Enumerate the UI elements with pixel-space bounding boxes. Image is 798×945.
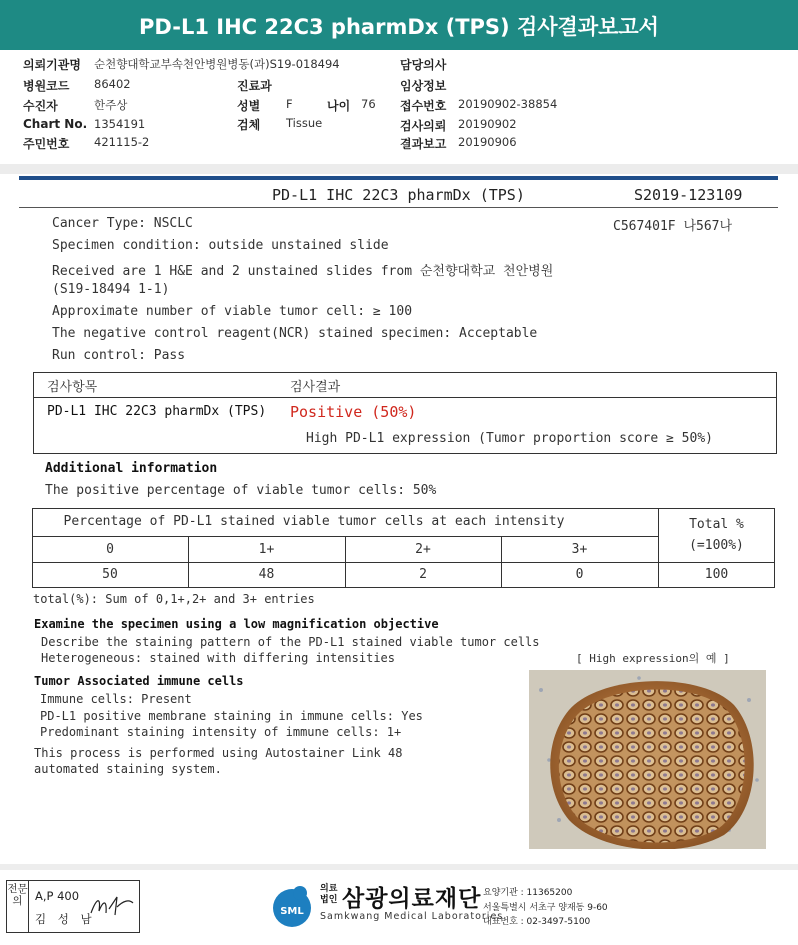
chart-label: Chart No. [23, 117, 88, 131]
corp-label-1: 의료 [320, 884, 338, 894]
intensity-level: 2+ [415, 542, 431, 557]
receipt-label: 접수번호 [400, 99, 447, 113]
receipt-value: 20190902-38854 [458, 97, 558, 111]
stamp-line-1: A,P 400 [35, 889, 80, 903]
intensity-level: 3+ [571, 542, 588, 557]
immune-line: PD-L1 positive membrane staining in immune cells: Yes [40, 709, 423, 723]
positive-result: Positive (50%) [290, 403, 417, 421]
immune-line: Predominant staining intensity of immune cells: 1+ [40, 725, 402, 739]
intensity-level: 0 [106, 542, 114, 557]
exam-line: Heterogeneous: stained with differing intensities [41, 651, 396, 665]
request-label: 검사의뢰 [400, 119, 447, 133]
test-result-header: 검사결과 [290, 380, 341, 395]
immune-title: Tumor Associated immune cells [34, 674, 244, 688]
chart-value: 1354191 [94, 117, 146, 131]
total-note: total(%): Sum of 0,1+,2+ and 3+ entries [33, 592, 315, 606]
test-item-header: 검사항목 [47, 380, 98, 395]
hospital-code-value: 86402 [94, 77, 131, 91]
dept-label: 진료과 [237, 79, 272, 93]
immune-line: Immune cells: Present [40, 692, 192, 706]
resident-label: 주민번호 [23, 137, 70, 151]
org-info-line: 대표번호 : 02-3497-5100 [483, 917, 591, 927]
org-info-line: 서울특별시 서초구 양재동 9-60 [483, 903, 608, 913]
sex-label: 성별 [237, 99, 261, 113]
intensity-value: 0 [575, 567, 584, 582]
stamp-side-label: 전문의 [7, 881, 29, 932]
ihc-example-image [529, 670, 766, 849]
clinical-label: 임상정보 [400, 79, 447, 93]
sml-logo-icon [270, 884, 314, 928]
corp-label-2: 법인 [320, 895, 338, 905]
result-date-value: 20190906 [458, 135, 517, 149]
additional-info-title: Additional information [45, 461, 218, 476]
specimen-label: 검체 [237, 118, 261, 132]
patient-label: 수진자 [23, 99, 58, 113]
exam-title: Examine the specimen using a low magnification objective [34, 617, 439, 631]
exam-line: Describe the staining pattern of the PD-L1 stained viable tumor cells [41, 635, 540, 649]
organization-name-en: Samkwang Medical Laboratories [320, 911, 504, 922]
description-line: Run control: Pass [52, 348, 186, 363]
intensity-value: 50 [102, 567, 118, 582]
intensity-value: 48 [258, 567, 275, 582]
resident-value: 421115-2 [94, 135, 150, 149]
section-separator [0, 164, 798, 174]
test-name: PD-L1 IHC 22C3 pharmDx (TPS) [272, 186, 525, 204]
heading-rule [19, 207, 778, 208]
ihc-image-svg [529, 670, 766, 849]
image-caption: [ High expression의 예 ] [576, 652, 730, 665]
description-line: Received are 1 H&E and 2 unstained slides from 순천향대학교 천안병원 [52, 264, 554, 279]
logo-text: SML [280, 906, 304, 917]
result-interpretation: High PD-L1 expression (Tumor proportion score ≥ 50%) [306, 431, 713, 446]
process-line: This process is performed using Autostainer Link 48 [34, 746, 403, 760]
additional-info-text: The positive percentage of viable tumor cells: 50% [45, 483, 437, 498]
org-info-line: 요양기관 : 11365200 [483, 888, 573, 898]
total-header: Total % [689, 517, 744, 532]
intensity-table-header: Percentage of PD-L1 stained viable tumor cells at each intensity [63, 514, 565, 529]
pathologist-stamp [6, 880, 140, 933]
case-sub-number: C567401F 나567나 [613, 219, 733, 234]
report-header-bar [0, 0, 798, 50]
intensity-table-row-rule [32, 562, 775, 563]
description-line: (S19-18494 1-1) [52, 282, 170, 297]
institution-label: 의뢰기관명 [23, 58, 81, 72]
intensity-level: 1+ [258, 542, 275, 557]
result-table-divider [33, 397, 777, 398]
report-title: PD-L1 IHC 22C3 pharmDx (TPS) 검사결과보고서 [139, 15, 659, 39]
age-value: 76 [361, 97, 376, 111]
test-item-name: PD-L1 IHC 22C3 pharmDx (TPS) [47, 404, 267, 419]
blue-rule [19, 176, 778, 180]
patient-value: 한주상 [94, 98, 128, 112]
doctor-label: 담당의사 [400, 58, 447, 72]
sex-value: F [286, 97, 293, 111]
intensity-value: 2 [419, 567, 427, 582]
description-line: Approximate number of viable tumor cell: ≥ 100 [52, 304, 413, 319]
intensity-total-value: 100 [704, 567, 729, 582]
total-header-sub: (=100%) [689, 538, 744, 553]
request-value: 20190902 [458, 117, 517, 131]
case-number: S2019-123109 [634, 186, 743, 204]
specimen-value: Tissue [286, 116, 323, 130]
description-line: Cancer Type: NSCLC [52, 216, 193, 231]
description-line: The negative control reagent(NCR) stained specimen: Acceptable [52, 326, 538, 341]
description-line: Specimen condition: outside unstained slide [52, 238, 389, 253]
age-label: 나이 [327, 99, 351, 113]
result-date-label: 결과보고 [400, 137, 447, 151]
process-line: automated staining system. [34, 762, 222, 776]
signature-image [89, 893, 135, 919]
institution-value: 순천향대학교부속천안병원병동(과)S19-018494 [94, 57, 340, 71]
stamp-line-2: 김 성 남 [35, 912, 96, 926]
organization-name: 삼광의료재단 [342, 886, 482, 912]
hospital-code-label: 병원코드 [23, 79, 70, 93]
